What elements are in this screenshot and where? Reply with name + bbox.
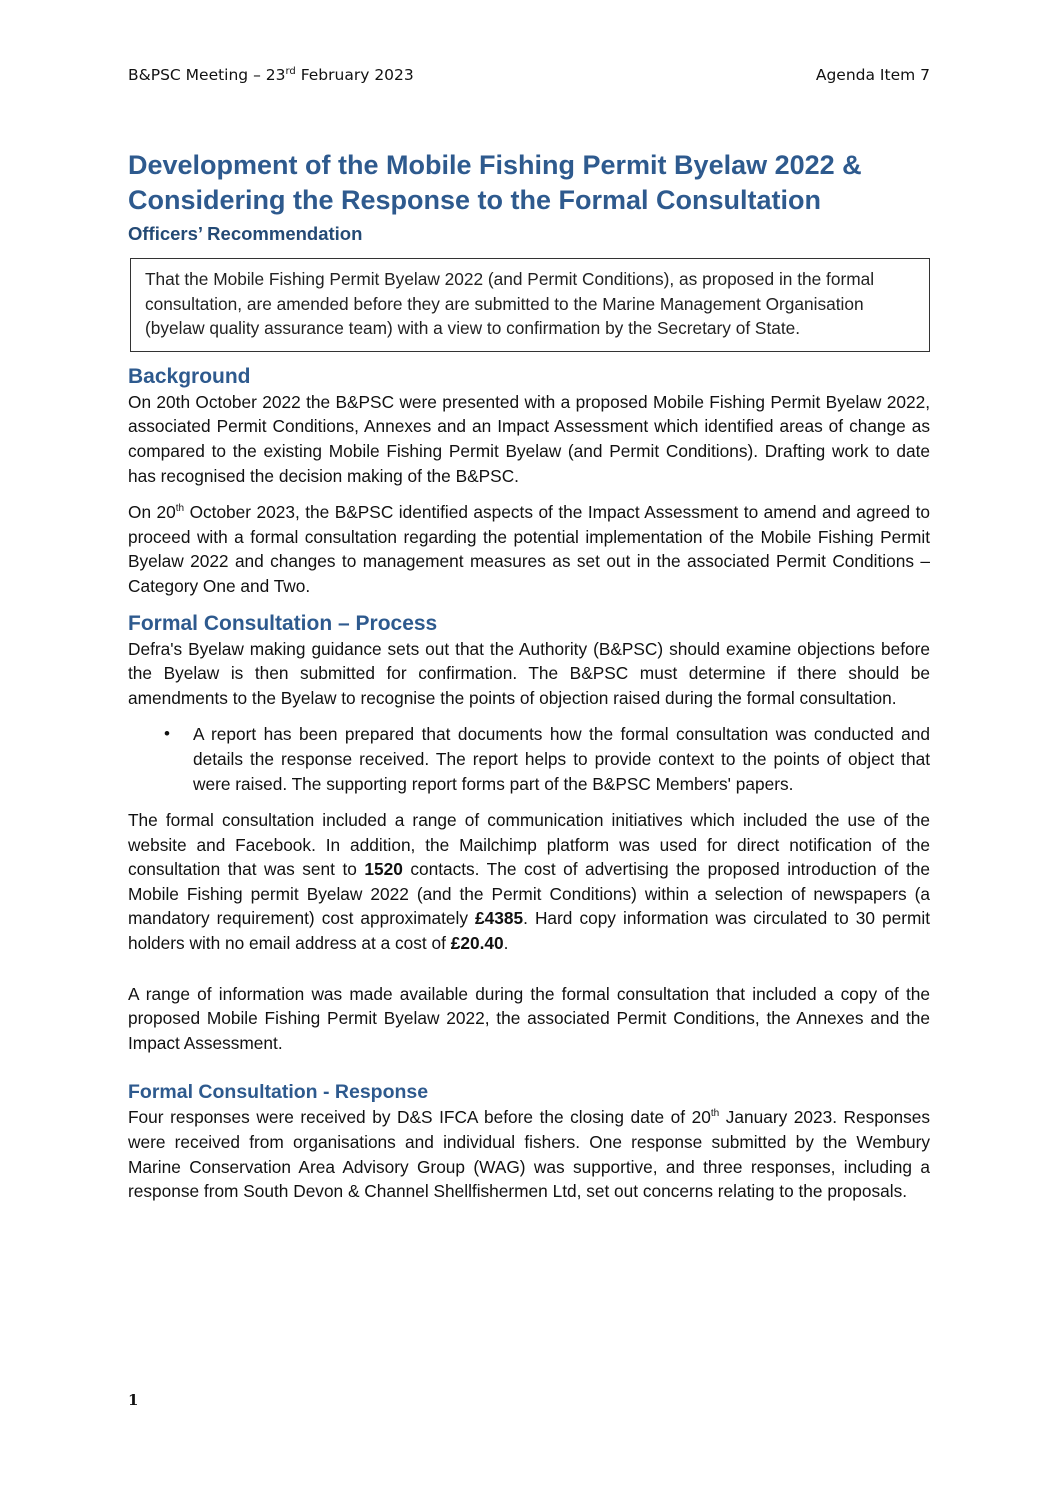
bg-p2-suffix: th (175, 503, 185, 515)
hard-copy-cost: £20.40 (450, 933, 504, 954)
resp-p1-suffix: th (710, 1108, 720, 1120)
recommendation-text: That the Mobile Fishing Permit Byelaw 2022 (and Permit Conditions), as proposed in the formal consultation, are amended before they are submitted to the Marine Management Organisation (byelaw quality assurance team) with a view to confirmation by the Secretary of State. (145, 269, 875, 339)
resp-p1-rest: January 2023. Responses were received from organisations and individual fishers. One response submitted by the Wembury Marine Conservation Area Advisory Group (WAG) was supportive, and three responses, including a response from South Devon & Channel Shellfishermen Ltd, set out concerns relating to the proposals. (128, 1107, 930, 1202)
background-paragraph-1: On 20th October 2022 the B&PSC were presented with a proposed Mobile Fishing Permit Byelaw 2022, associated Permit Conditions, Annexes and an Impact Assessment which identified areas of change as compared to the existing Mobile Fishing Permit Byelaw (and Permit Conditions). Drafting work to date has recognised the decision making of the B&PSC. (128, 391, 930, 486)
document-title (128, 148, 930, 218)
p2-part-b: contacts. The cost of advertising the proposed introduction of the Mobile Fishing permit Byelaw 2022 (and the Permit Conditions) within a selection of newspapers (a mandatory requirement) cost approximately (128, 859, 930, 929)
p2-part-d: . (503, 933, 509, 954)
title-line-2: Considering the Response to the Formal Consultation (128, 185, 822, 215)
bg-p2-rest: October 2023, the B&PSC identified aspects of the Impact Assessment to amend and agreed to proceed with a formal consultation regarding the potential implementation of the Mobile Fishing Permit Byelaw 2022 and changes to management measures as set out in the associated Permit Conditions – Category One and Two. (128, 502, 930, 596)
process-heading: Formal Consultation – Process (128, 611, 438, 635)
contacts-count: 1520 (364, 859, 403, 880)
background-paragraph-2 (128, 500, 930, 598)
title-line-1: Development of the Mobile Fishing Permit Byelaw 2022 & (128, 150, 862, 180)
process-bullet-text: A report has been prepared that documents how the formal consultation was conducted and details the response received. The report helps to provide context to the points of object that were raised. The supporting report forms part of the B&PSC Members' papers. (193, 724, 930, 794)
page-number: 1 (128, 1391, 139, 1409)
p2-part-a: The formal consultation included a range of communication initiatives which included the use of the website and Facebook. In addition, the Mailchimp platform was used for direct notification of the consultation that was sent to (128, 810, 930, 880)
response-paragraph-1 (128, 1105, 930, 1203)
process-paragraph-1: Defra's Byelaw making guidance sets out that the Authority (B&PSC) should examine objections before the Byelaw is then submitted for confirmation. The B&PSC must determine if there should be amendments to the Byelaw to recognise the points of objection raised during the formal consultation. (128, 638, 930, 708)
background-heading: Background (128, 364, 251, 388)
resp-p1-start: Four responses were received by D&S IFCA before the closing date of 20 (128, 1107, 711, 1128)
header-month-year: February 2023 (295, 66, 414, 84)
header-agenda-item: Agenda Item 7 (815, 66, 930, 84)
header-meeting-text: B&PSC Meeting – 23 (128, 66, 286, 84)
process-paragraph-3: A range of information was made available during the formal consultation that included a copy of the proposed Mobile Fishing Permit Byelaw 2022, the associated Permit Conditions, the Annexes and the Impact Assessment. (128, 983, 930, 1053)
document-body (128, 148, 930, 1204)
advertising-cost: £4385 (475, 908, 524, 929)
bullet-dot-icon: • (164, 724, 170, 744)
p2-part-c: . Hard copy information was circulated to 30 permit holders with no email address at a cost of (128, 908, 931, 954)
bg-p2-start: On 20 (128, 502, 176, 523)
process-bullet-item (128, 722, 930, 796)
header-date-suffix: rd (285, 65, 296, 77)
process-paragraph-2 (128, 808, 930, 956)
response-heading: Formal Consultation - Response (128, 1081, 429, 1104)
recommendation-heading: Officers’ Recommendation (128, 223, 363, 244)
header-meeting-date (128, 66, 414, 84)
recommendation-box (130, 258, 930, 352)
